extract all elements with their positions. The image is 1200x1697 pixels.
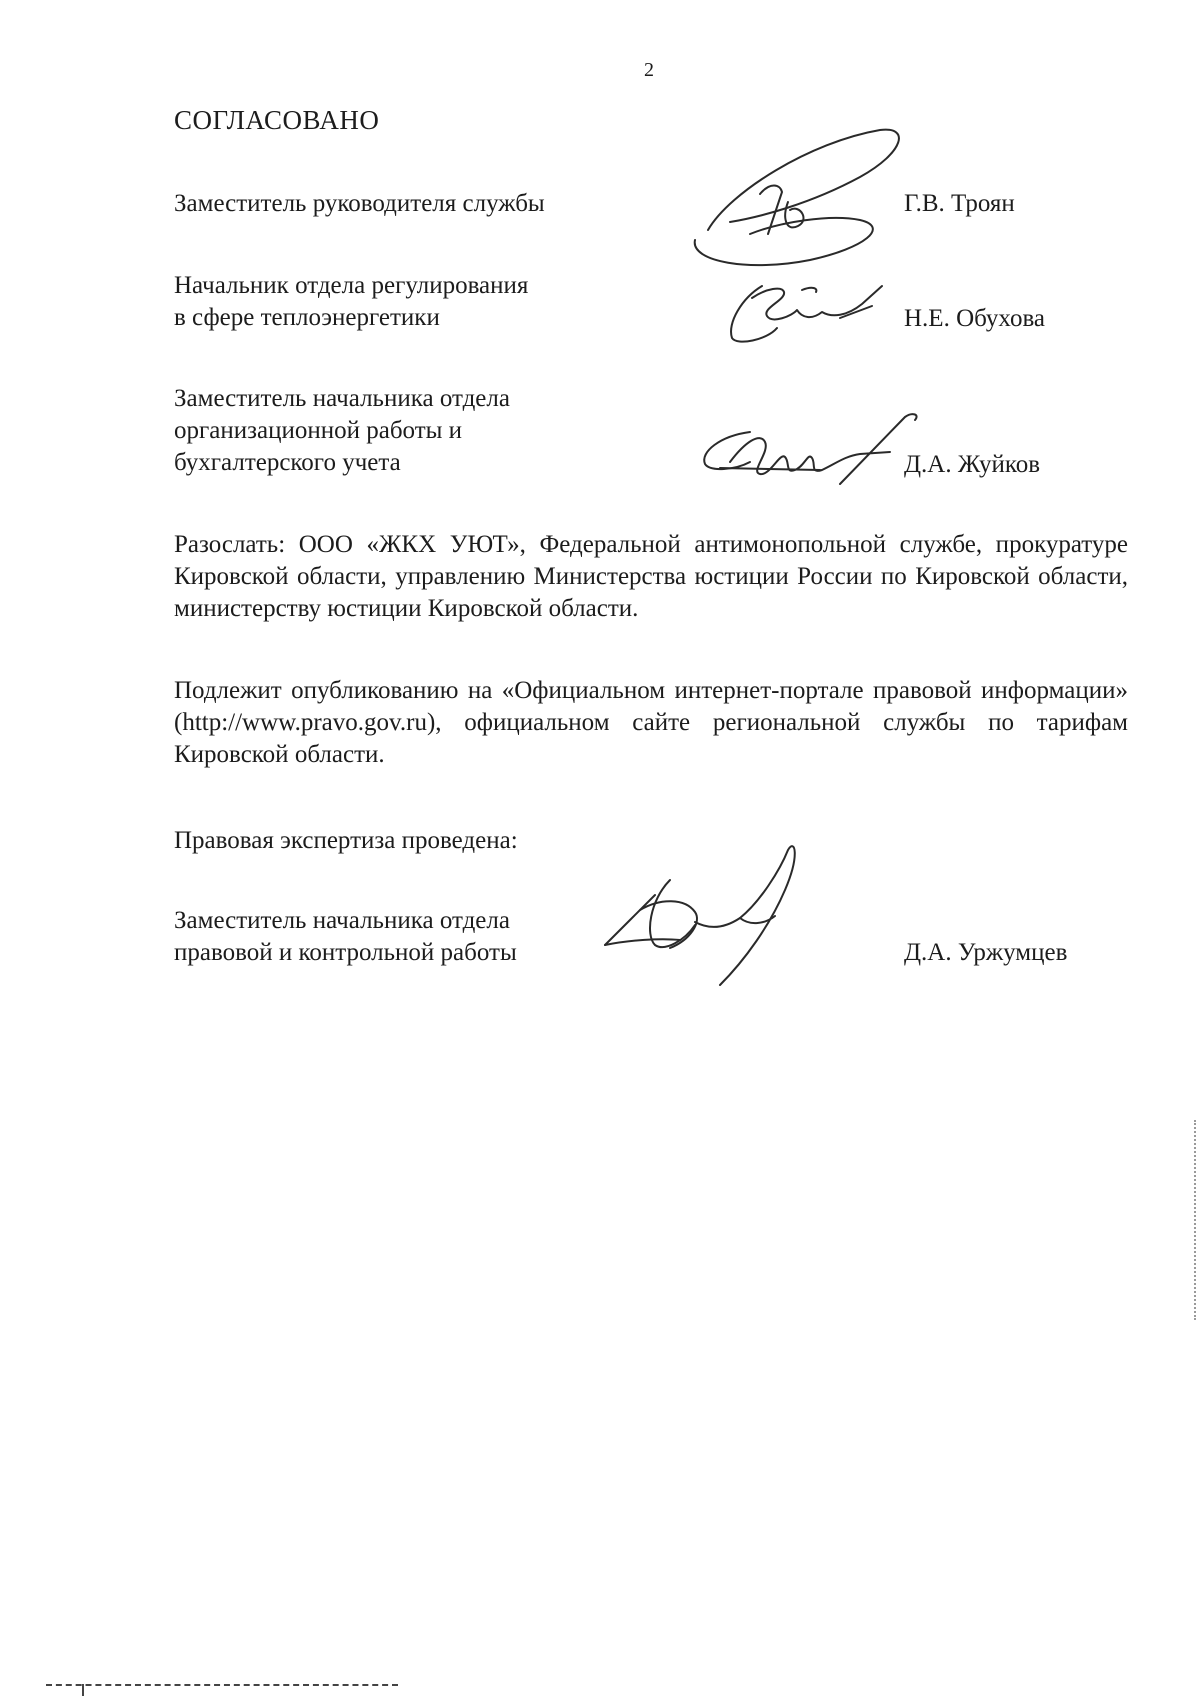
footer-rule (46, 1684, 398, 1686)
legal-review-name: Д.А. Уржумцев (904, 939, 1068, 966)
signatory-3-title: Заместитель начальника отдела организационной работы и бухгалтерского учета (174, 385, 510, 476)
distribution-text: Разослать: ООО «ЖКХ УЮТ», Федеральной антимонопольной службе, прокуратуре Кировской области, управлению Министерства юстиции России по Кировской области, министерству юстиции Кировской области. (174, 531, 1128, 622)
page-number: 2 (644, 59, 654, 81)
signatory-1-title: Заместитель руководителя службы (174, 190, 545, 217)
signatory-2-name: Н.Е. Обухова (904, 305, 1046, 332)
signatory-1-name: Г.В. Троян (904, 190, 1015, 217)
signatory-2-title: Начальник отдела регулирования в сфере теплоэнергетики (174, 272, 529, 331)
signature-1-image (690, 122, 920, 282)
signatory-3-name: Д.А. Жуйков (904, 451, 1041, 478)
signature-2-image (722, 278, 892, 348)
signature-4-image (600, 840, 850, 990)
edge-scan-dots (1194, 1120, 1196, 1320)
footer-tick (82, 1684, 84, 1696)
approval-heading: СОГЛАСОВАНО (174, 105, 380, 135)
publication-text: Подлежит опубликованию на «Официальном интернет-портале правовой информации» (http://www.pravo.gov.ru), официальном сайте региональной службы по тарифам Кировской области. (174, 677, 1128, 768)
signature-3-image (690, 412, 930, 502)
legal-review-title: Заместитель начальника отдела правовой и контрольной работы (174, 907, 517, 966)
legal-review-label: Правовая экспертиза проведена: (174, 827, 518, 854)
